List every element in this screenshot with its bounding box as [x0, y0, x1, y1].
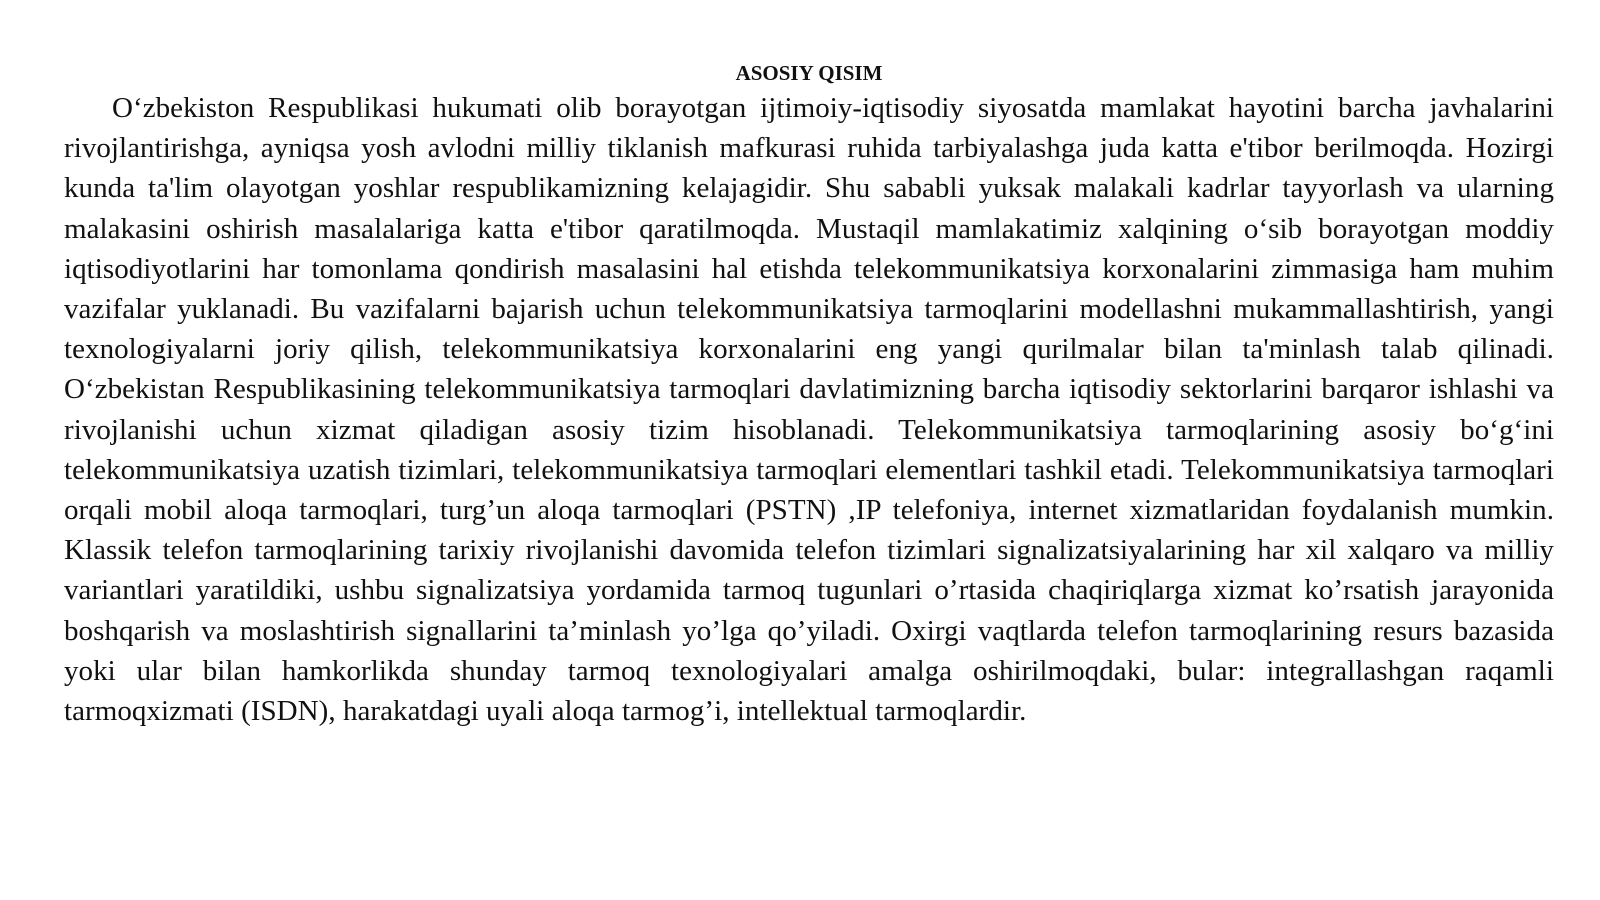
body-paragraph: O‘zbekiston Respublikasi hukumati olib borayotgan ijtimoiy-iqtisodiy siyosatda mamlakat hayotini barcha javhalarini rivojlantirishga, ayniqsa yosh avlodni milliy tiklanish mafkurasi ruhida tarbiyalashga juda katta e'tibor berilmoqda. Hozirgi kunda ta'lim olayotgan yoshlar respublikamizning kelajagidir. Shu sababli yuksak malakali kadrlar tayyorlash va ularning malakasini oshirish masalalariga katta e'tibor qaratilmoqda. Mustaqil mamlakatimiz xalqining o‘sib borayotgan moddiy iqtisodiyotlarini har tomonlama qondirish masalasini hal etishda telekommunikatsiya korxonalarini zimmasiga ham muhim vazifalar yuklanadi. Bu vazifalarni bajarish uchun telekommunikatsiya tarmoqlarini modellashni mukammallashtirish, yangi texnologiyalarni joriy qilish, telekommunikatsiya korxonalarini eng yangi qurilmalar bilan ta'minlash talab qilinadi. O‘zbekistan Respublikasining telekommunikatsiya tarmoqlari davlatimizning barcha iqtisodiy sektorlarini barqaror ishlashi va rivojlanishi uchun xizmat qiladigan asosiy tizim hisoblanadi. Telekommunikatsiya tarmoqlarining asosiy bo‘g‘ini telekommunikatsiya uzatish tizimlari, telekommunikatsiya tarmoqlari elementlari tashkil etadi. Telekommunikatsiya tarmoqlari orqali mobil aloqa tarmoqlari, turg’un aloqa tarmoqlari (PSTN) ,IP telefoniya, internet xizmatlaridan foydalanish mumkin. Klassik telefon tarmoqlarining tarixiy rivojlanishi davomida telefon tizimlari signalizatsiyalarining har xil xalqaro va milliy variantlari yaratildiki, ushbu signalizatsiya yordamida tarmoq tugunlari o’rtasida chaqiriqlarga xizmat ko’rsatish jarayonida boshqarish va moslashtirish signallarini ta’minlash yo’lga qo’yiladi. Oxirgi vaqtlarda telefon tarmoqlarining resurs bazasida yoki ular bilan hamkorlikda shunday tarmoq texnologiyalari amalga oshirilmoqdaki, bular: integrallashgan raqamli tarmoqxizmati (ISDN), harakatdagi uyali aloqa tarmog’i, intellektual tarmoqlardir.: [64, 92, 1554, 728]
document-content: [64, 58, 1554, 731]
section-heading: ASOSIY QISIM: [735, 61, 883, 85]
